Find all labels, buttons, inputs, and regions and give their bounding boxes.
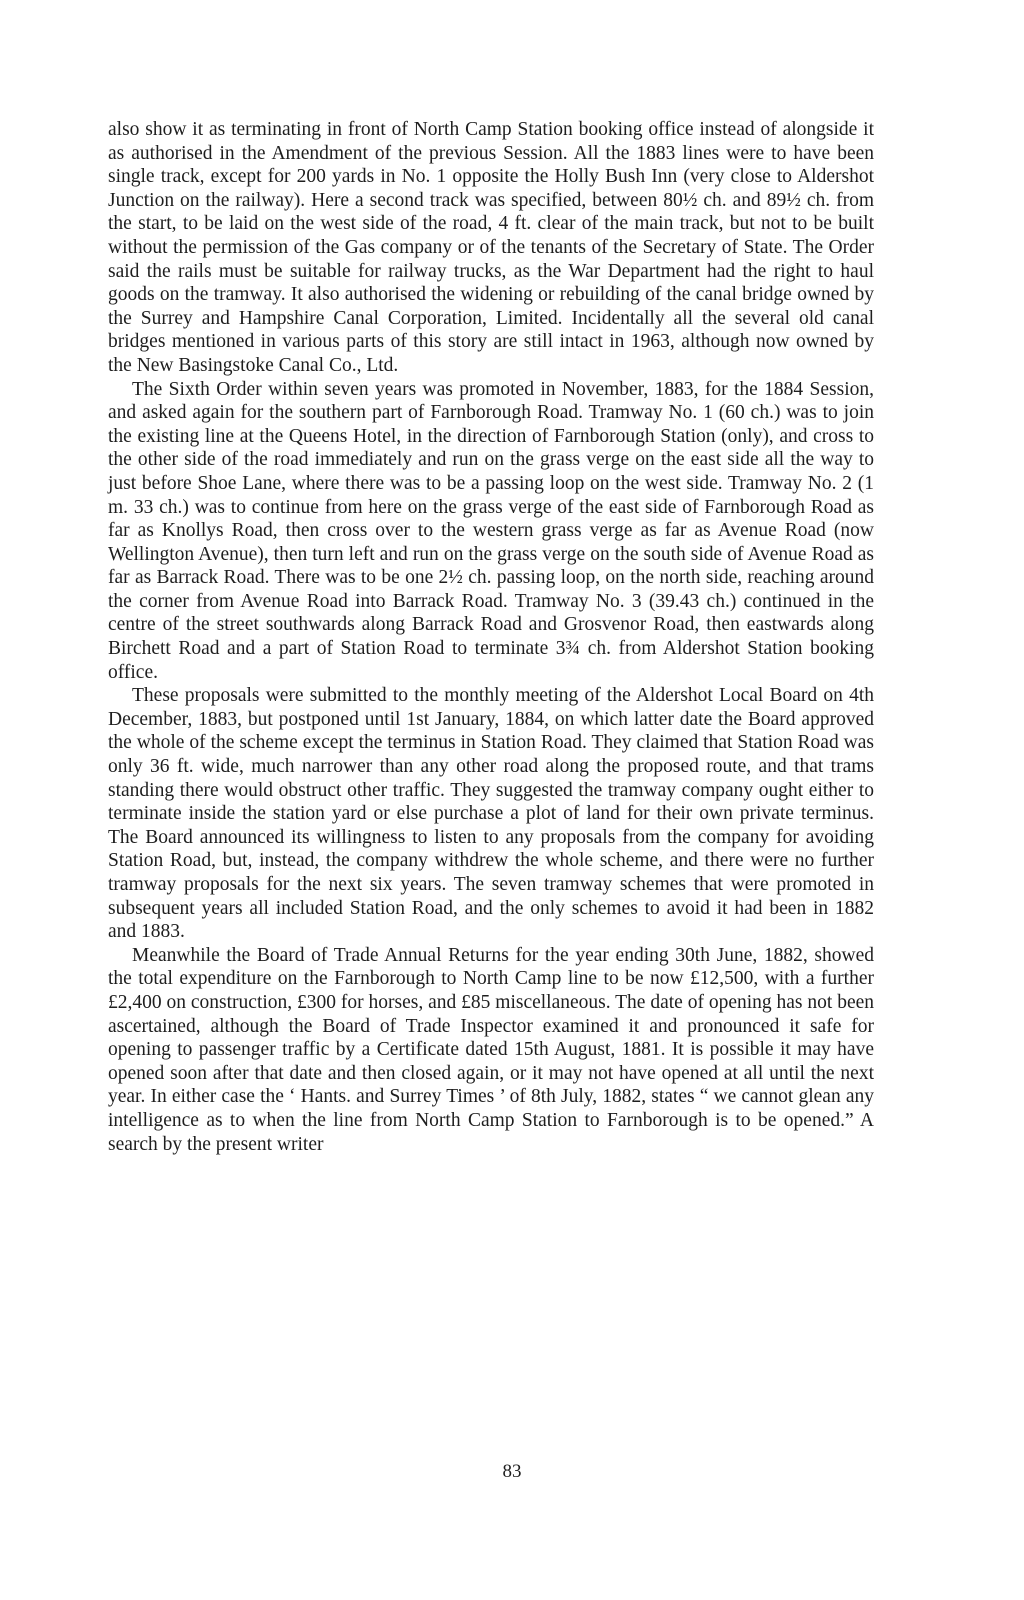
page-body xyxy=(108,118,874,1156)
paragraph-board-of-trade: Meanwhile the Board of Trade Annual Returns for the year ending 30th June, 1882, showed the total expenditure on the Farnborough to North Camp line to be now £12,500, with a further £2,400 on construction, £300 for horses, and £85 miscellaneous. The date of opening has not been ascertained, although the Board of Trade Inspector examined it and pronounced it safe for opening to passenger traffic by a Certificate dated 15th August, 1881. It is possible it may have opened soon after that date and then closed again, or it may not have opened at all until the next year. In either case the ‘ Hants. and Surrey Times ’ of 8th July, 1882, states “ we cannot glean any intelligence as to when the line from North Camp Station to Farnborough is to be opened.” A search by the present writer xyxy=(108,944,874,1155)
page-number: 83 xyxy=(502,1461,522,1482)
paragraph-sixth-order: The Sixth Order within seven years was promoted in November, 1883, for the 1884 Session, and asked again for the southern part of Farnborough Road. Tramway No. 1 (60 ch.) was to join the existing line at the Queens Hotel, in the direction of Farnborough Station (only), and cross to the other side of the road immediately and run on the grass verge on the east side all the way to just before Shoe Lane, where there was to be a passing loop on the west side. Tramway No. 2 (1 m. 33 ch.) was to continue from here on the grass verge of the east side of Farnborough Road as far as Knollys Road, then cross over to the western grass verge as far as Avenue Road (now Wellington Avenue), then turn left and run on the grass verge on the south side of Avenue Road as far as Barrack Road. There was to be one 2½ ch. passing loop, on the north side, reaching around the corner from Avenue Road into Barrack Road. Tramway No. 3 (39.43 ch.) continued in the centre of the street southwards along Barrack Road and Grosvenor Road, then eastwards along Birchett Road and a part of Station Road to terminate 3¾ ch. from Aldershot Station booking office. xyxy=(108,378,874,683)
paragraph-local-board: These proposals were submitted to the monthly meeting of the Aldershot Local Board on 4th December, 1883, but postponed until 1st January, 1884, on which latter date the Board approved the whole of the scheme except the terminus in Station Road. They claimed that Station Road was only 36 ft. wide, much narrower than any other road along the proposed route, and that trams standing there would obstruct other traffic. They suggested the tramway company ought either to terminate inside the station yard or else purchase a plot of land for their own private terminus. The Board announced its willingness to listen to any proposals from the company for avoiding Station Road, but, instead, the company withdrew the whole scheme, and there were no further tramway proposals for the next six years. The seven tramway schemes that were promoted in subsequent years all included Station Road, and the only schemes to avoid it had been in 1882 and 1883. xyxy=(108,685,874,943)
paragraph-continued: also show it as terminating in front of North Camp Station booking office instead of alongside it as authorised in the Amendment of the previous Session. All the 1883 lines were to have been single track, except for 200 yards in No. 1 opposite the Holly Bush Inn (very close to Aldershot Junction on the railway). Here a second track was specified, between 80½ ch. and 89½ ch. from the start, to be laid on the west side of the road, 4 ft. clear of the main track, but not to be built without the permission of the Gas company or of the tenants of the Secretary of State. The Order said the rails must be suitable for railway trucks, as the War Department had the right to haul goods on the tramway. It also authorised the widening or rebuilding of the canal bridge owned by the Surrey and Hampshire Canal Corporation, Limited. Incidentally all the several old canal bridges mentioned in various parts of this story are still intact in 1963, although now owned by the New Basingstoke Canal Co., Ltd. xyxy=(108,119,874,376)
